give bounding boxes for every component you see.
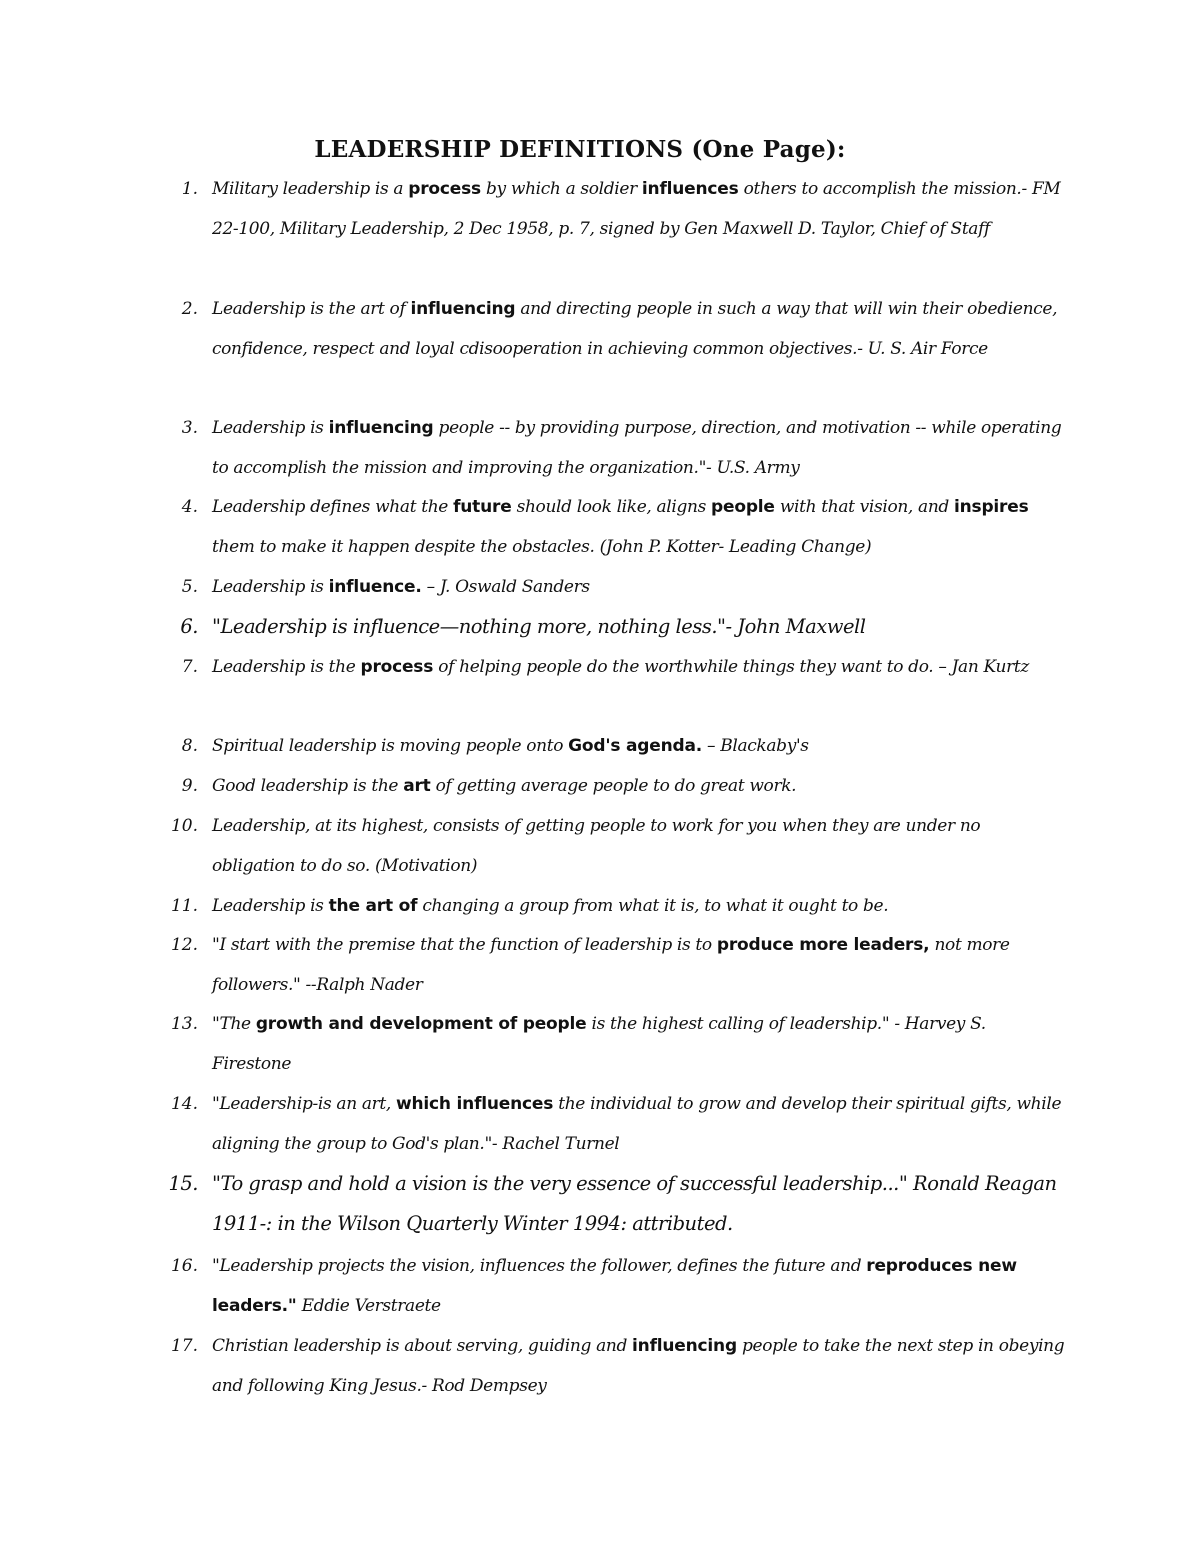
- text-segment: Good leadership is the: [212, 776, 404, 796]
- text-segment: Spiritual leadership is moving people onto: [212, 736, 569, 756]
- emphasis-text: future: [453, 497, 512, 517]
- text-segment: "To grasp and hold a vision is the very essence of successful leadership..." Ronald Reagan 1911-: in the Wilson Quarterly Winter 1994: attributed.: [212, 1172, 1057, 1235]
- item-number: 4.: [181, 497, 198, 517]
- definition-text: [212, 727, 1067, 767]
- text-segment: Leadership is: [212, 577, 329, 597]
- emphasis-text: influencing: [632, 1336, 737, 1356]
- text-segment: Leadership, at its highest, consists of getting people to work for you when they are under no obligation to do so. (Motivation): [212, 816, 981, 876]
- text-segment: others to accomplish the mission.- FM 22-100, Military Leadership, 2 Dec 1958, p. 7, signed by Gen Maxwell D. Taylor, Chief of Staff: [212, 179, 1061, 239]
- text-segment: "Leadership is influence—nothing more, nothing less."- John Maxwell: [212, 615, 866, 638]
- text-segment: Leadership defines what the: [212, 497, 454, 517]
- text-segment: "I start with the premise that the function of leadership is to: [212, 935, 717, 955]
- emphasis-text: which influences: [396, 1094, 554, 1114]
- definition-text: [212, 807, 1067, 886]
- definition-text: [212, 409, 1067, 488]
- emphasis-text: art: [403, 776, 431, 796]
- definition-text: [212, 488, 1067, 567]
- text-segment: and directing people in such a way that will win their obedience, confidence, respect and loyal cdisooperation in achieving common objectives.- U. S. Air Force: [212, 299, 1058, 359]
- emphasis-text: influences: [641, 179, 739, 199]
- item-number: 3.: [181, 418, 198, 438]
- emphasis-text: influence.: [328, 577, 422, 597]
- definition-text: [212, 926, 1067, 1005]
- emphasis-text: reproduces new leaders.": [212, 1256, 1017, 1316]
- text-segment: Leadership is the: [212, 657, 361, 677]
- emphasis-text: produce more leaders,: [716, 935, 930, 955]
- item-number: 15.: [168, 1172, 198, 1195]
- emphasis-text: people: [711, 497, 775, 517]
- page-title: LEADERSHIP DEFINITIONS (One Page):: [314, 136, 846, 164]
- text-segment: with that vision, and: [774, 497, 955, 517]
- text-segment: not more followers." --Ralph Nader: [212, 935, 1010, 995]
- emphasis-text: influencing: [410, 299, 516, 319]
- text-segment: Leadership is the art of: [212, 299, 411, 319]
- item-number: 11.: [170, 896, 198, 916]
- text-segment: Military leadership is a: [212, 179, 409, 199]
- emphasis-text: process: [408, 179, 481, 199]
- item-number: 13.: [170, 1014, 198, 1034]
- item-number: 16.: [170, 1256, 198, 1276]
- item-number: 2.: [181, 299, 198, 319]
- definition-text: [212, 568, 1067, 608]
- definition-text: [212, 1085, 1067, 1164]
- item-number: 14.: [170, 1094, 198, 1114]
- item-number: 1.: [181, 179, 198, 199]
- emphasis-text: God's agenda.: [568, 736, 702, 756]
- emphasis-text: growth and development of people: [255, 1014, 587, 1034]
- definition-text: [212, 1164, 1067, 1243]
- definition-text: [212, 887, 1067, 927]
- text-segment: changing a group from what it is, to what it ought to be.: [417, 896, 889, 916]
- definition-text: [212, 1005, 1067, 1084]
- text-segment: Eddie Verstraete: [296, 1295, 441, 1316]
- emphasis-text: influencing: [328, 418, 434, 438]
- definition-text: [212, 648, 1067, 688]
- text-segment: people to take the next step in obeying and following King Jesus.- Rod Dempsey: [212, 1336, 1065, 1396]
- text-segment: "Leadership projects the vision, influences the follower, defines the future and: [212, 1256, 867, 1276]
- text-segment: Leadership is: [212, 418, 329, 438]
- text-segment: them to make it happen despite the obstacles. (John P. Kotter- Leading Change): [212, 536, 872, 557]
- definition-text: [212, 607, 1067, 647]
- definition-text: [212, 767, 1067, 807]
- text-segment: of helping people do the worthwhile things they want to do. – Jan Kurtz: [433, 657, 1029, 677]
- item-number: 10.: [170, 816, 198, 836]
- text-segment: "Leadership-is an art,: [212, 1094, 397, 1114]
- text-segment: of getting average people to do great work.: [430, 776, 797, 796]
- emphasis-text: the art of: [328, 896, 418, 916]
- text-segment: people -- by providing purpose, direction, and motivation -- while operating to accomplish the mission and improving the organization."- U.S. Army: [212, 418, 1062, 478]
- text-segment: – J. Oswald Sanders: [421, 577, 590, 597]
- text-segment: – Blackaby's: [701, 736, 809, 756]
- item-number: 5.: [181, 577, 198, 597]
- item-number: 8.: [181, 736, 198, 756]
- text-segment: Christian leadership is about serving, guiding and: [212, 1336, 633, 1356]
- definition-text: [212, 1327, 1067, 1406]
- item-number: 7.: [181, 657, 198, 677]
- emphasis-text: inspires: [954, 497, 1029, 517]
- item-number: 6.: [180, 615, 198, 638]
- definition-text: [212, 170, 1067, 249]
- definition-text: [212, 1247, 1067, 1326]
- item-number: 12.: [170, 935, 198, 955]
- text-segment: by which a soldier: [480, 179, 642, 199]
- text-segment: "The: [212, 1014, 256, 1034]
- text-segment: should look like, aligns: [511, 497, 712, 517]
- text-segment: is the highest calling of leadership." - Harvey S. Firestone: [212, 1014, 986, 1074]
- item-number: 9.: [181, 776, 198, 796]
- text-segment: Leadership is: [212, 896, 329, 916]
- item-number: 17.: [170, 1336, 198, 1356]
- definition-text: [212, 290, 1067, 369]
- text-segment: the individual to grow and develop their spiritual gifts, while aligning the group to God's plan."- Rachel Turnel: [212, 1094, 1062, 1154]
- emphasis-text: process: [360, 657, 434, 677]
